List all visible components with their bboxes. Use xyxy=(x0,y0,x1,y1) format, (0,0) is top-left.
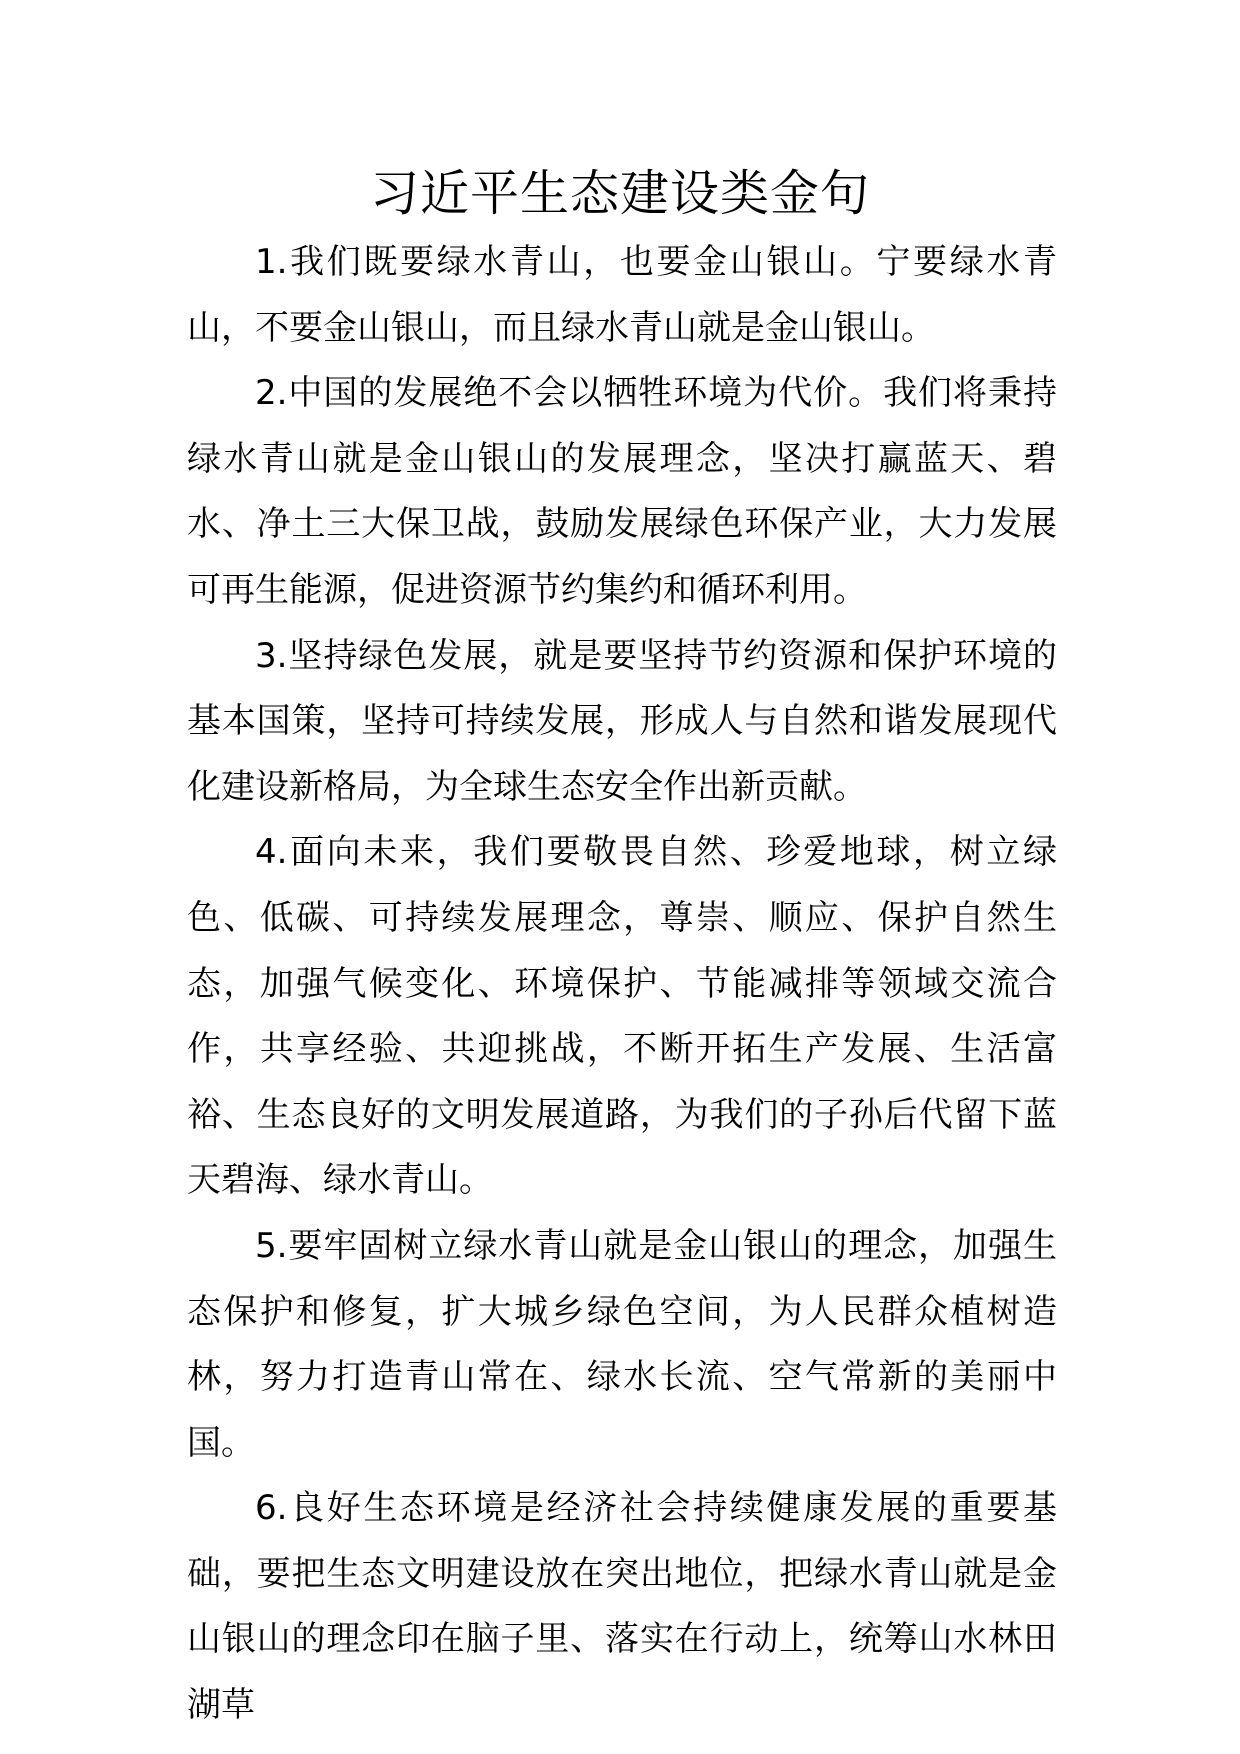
quote-paragraph-2: 2.中国的发展绝不会以牺牲环境为代价。我们将秉持绿水青山就是金山银山的发展理念，坚决打赢蓝天、碧水、净土三大保卫战，鼓励发展绿色环保产业，大力发展可再生能源，促进资源节约集约和循环利用。 xyxy=(187,373,1057,610)
quote-paragraph-1: 1.我们既要绿水青山，也要金山银山。宁要绿水青山，不要金山银山，而且绿水青山就是金山银山。 xyxy=(187,242,1057,348)
document-body xyxy=(187,230,1057,1739)
quote-paragraph-3: 3.坚持绿色发展，就是要坚持节约资源和保护环境的基本国策，坚持可持续发展，形成人与自然和谐发展现代化建设新格局，为全球生态安全作出新贡献。 xyxy=(187,635,1057,807)
document-title: 习近平生态建设类金句 xyxy=(369,165,870,222)
quote-paragraph-4: 4.面向未来，我们要敬畏自然、珍爱地球，树立绿色、低碳、可持续发展理念，尊崇、顺应、保护自然生态，加强气候变化、环境保护、节能减排等领域交流合作，共享经验、共迎挑战，不断开拓生产发展、生活富裕、生态良好的文明发展道路，为我们的子孙后代留下蓝天碧海、绿水青山。 xyxy=(187,832,1057,1201)
quote-paragraph-5: 5.要牢固树立绿水青山就是金山银山的理念，加强生态保护和修复，扩大城乡绿色空间，为人民群众植树造林，努力打造青山常在、绿水长流、空气常新的美丽中国。 xyxy=(187,1225,1057,1463)
quote-paragraph-6: 6.良好生态环境是经济社会持续健康发展的重要基础，要把生态文明建设放在突出地位，把绿水青山就是金山银山的理念印在脑子里、落实在行动上，统筹山水林田湖草 xyxy=(187,1488,1057,1726)
